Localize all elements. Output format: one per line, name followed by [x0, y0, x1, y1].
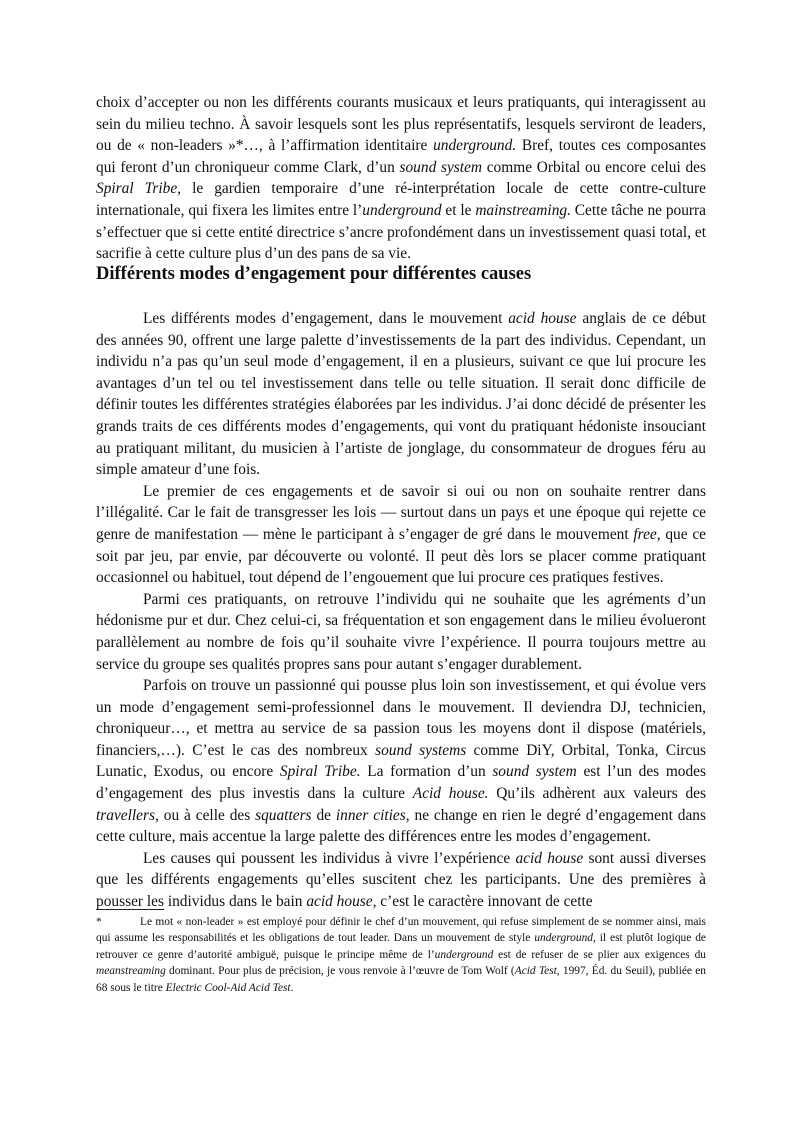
text-run: Le mot « non-leader » est employé pour définir le chef d’un mouvement, qui refuse simplement de se nommer ainsi, mais qui assume les responsabilités et les obligations de tout leader. Dans un mouvement de style [96, 916, 706, 945]
footnote-marker: * [96, 916, 102, 928]
section-heading: Différents modes d’engagement pour différentes causes [96, 264, 532, 284]
text-run: sont aussi diverses que les différents engagements qu’elles suscitent chez les participants. Une des premières à pousser les individus dans le bain [96, 849, 706, 911]
text-run: comme Orbital ou encore celui des [482, 158, 706, 176]
text-run: , ne change en rien le degré d’engagement dans cette culture, mais accentue la large palette des différences entre les modes d’engagement. [96, 806, 706, 846]
footnote-separator [96, 909, 164, 910]
text-run: , ou à celle des [155, 806, 256, 824]
section-body [96, 308, 706, 913]
text-run: anglais de ce début des années 90, offrent une large palette d’investissements de la part des individus. Cependant, un individu n’a pas qu’un seul mode d’engagement, il en a plusieurs, suivant ce que lui procure les avantages d’un tel ou tel investissement dans telle ou telle situation. Il serait donc difficile de définir toutes les différentes stratégies élaborées par les individus. J’ai donc décidé de présenter les grands traits de ces différents modes d’engagements, qui vont du pratiquant hédoniste insouciant au pratiquant militant, du musicien à l’artiste de jonglage, du consommateur de drogues féru au simple amateur d’une fois. [96, 310, 706, 479]
text-run: La formation d’un [360, 763, 493, 781]
italic-term: underground [534, 932, 593, 945]
italic-term: sound system [399, 158, 483, 176]
text-run: . [290, 981, 294, 994]
italic-term: Spiral Tribe, [96, 180, 182, 198]
text-run: Le premier de ces engagements et de savoir si oui ou non on souhaite rentrer dans l’illégalité. Car le fait de transgresser les lois — surtout dans un pays et une époque qui rejette ce genre de manifestation — mène le participant à s’engager de gré dans le mouvement [96, 482, 706, 543]
text-run: Les différents modes d’engagement, dans le mouvement [143, 310, 509, 327]
paragraph-3: Parmi ces pratiquants, on retrouve l’individu qui ne souhaite que les agréments d’un hédonisme pur et dur. Chez celui-ci, sa fréquentation et son engagement dans le milieu évolueront parallèlement au nombre de fois qu’il souhaite vivre l’expérience. Il pourra toujours mettre au service du groupe ses qualités propres sans pour autant s’engager durablement. [96, 590, 706, 673]
text-run: comme DiY, Orbital, Tonka, Circus Lunatic, Exodus, ou encore [96, 741, 707, 781]
intro-paragraph [96, 92, 706, 265]
italic-term: Acid Test [514, 965, 557, 978]
intro-text [96, 92, 706, 265]
italic-term: Acid house. [412, 785, 489, 803]
italic-term: sound system [492, 763, 577, 781]
italic-term: underground [362, 201, 442, 219]
text-run: choix d’accepter ou non les différents courants musicaux et leurs pratiquants, qui interagissent au sein du milieu techno. À savoir lesquels sont les plus représentatifs, lesquels serviront de leaders, ou de « non-leaders »*…, à l’affirmation identitaire [96, 94, 706, 155]
italic-term: sound systems [375, 741, 467, 759]
text-run: et le [441, 201, 476, 219]
italic-term: underground. [433, 137, 517, 155]
italic-term: acid house [508, 310, 577, 327]
italic-term: inner cities [335, 806, 406, 824]
italic-term: travellers [96, 806, 155, 824]
paragraph-4 [96, 675, 706, 848]
italic-term: Spiral Tribe. [279, 763, 361, 781]
italic-term: acid house [515, 849, 584, 867]
text-run: Qu’ils adhèrent aux valeurs des [488, 785, 706, 803]
italic-term: acid house, [306, 893, 377, 911]
text-run: de [311, 806, 336, 824]
text-run: est de refuser de se plier aux exigences du [493, 948, 706, 961]
footnote [96, 914, 706, 996]
paragraph-2 [96, 481, 706, 589]
italic-term: mainstreaming. [475, 201, 571, 219]
italic-term: free [633, 525, 657, 543]
text-run: Parfois on trouve un passionné qui pousse plus loin son investissement, et qui évolue vers un mode d’engagement semi-professionnel dans le mouvement. Il deviendra DJ, technicien, chroniqueur…, et mettra au service de sa passion tous les moyens dont il dispose (matériels, financiers,…). C’est le cas des nombreux [96, 677, 706, 759]
text-run: Bref, toutes ces composantes qui feront d’un chroniqueur comme Clark, d’un [96, 137, 706, 176]
text-run: , il est plutôt logique de retrouver ce genre d’autorité ambiguë, puisque le principe même de l’ [96, 932, 706, 961]
text-run: est l’un des modes d’engagement des plus investis dans la culture [96, 763, 706, 803]
paragraph-1 [96, 308, 706, 481]
italic-term: Electric Cool-Aid Acid Test [165, 981, 291, 994]
text-run: , 1997, Éd. du Seuil), publiée en 68 sous le titre [96, 965, 706, 994]
italic-term: meanstreaming [96, 965, 166, 978]
text-run: Cette tâche ne pourra s’effectuer que si cette entité directrice s’ancre profondément dans un investissement quasi total, et sacrifie à cette culture plus d’un des pans de sa vie. [96, 201, 706, 263]
text-run: , que ce soit par jeu, par envie, par découverte ou volonté. Il peut dès lors se placer comme pratiquant occasionnel ou habituel, tout dépend de l’engouement que lui procure ces pratiques festives. [96, 525, 706, 587]
text-run: dominant. Pour plus de précision, je vous renvoie à l’œuvre de Tom Wolf ( [165, 965, 515, 978]
paragraph-5 [96, 848, 706, 913]
text-run: c’est le caractère innovant de cette [376, 893, 593, 911]
text-run: le gardien temporaire d’une ré-interprétation locale de cette contre-culture internationale, qui fixera les limites entre l’ [96, 180, 706, 219]
italic-term: underground [434, 948, 494, 961]
italic-term: squatters [255, 806, 312, 824]
text-run: Les causes qui poussent les individus à vivre l’expérience [143, 849, 516, 867]
